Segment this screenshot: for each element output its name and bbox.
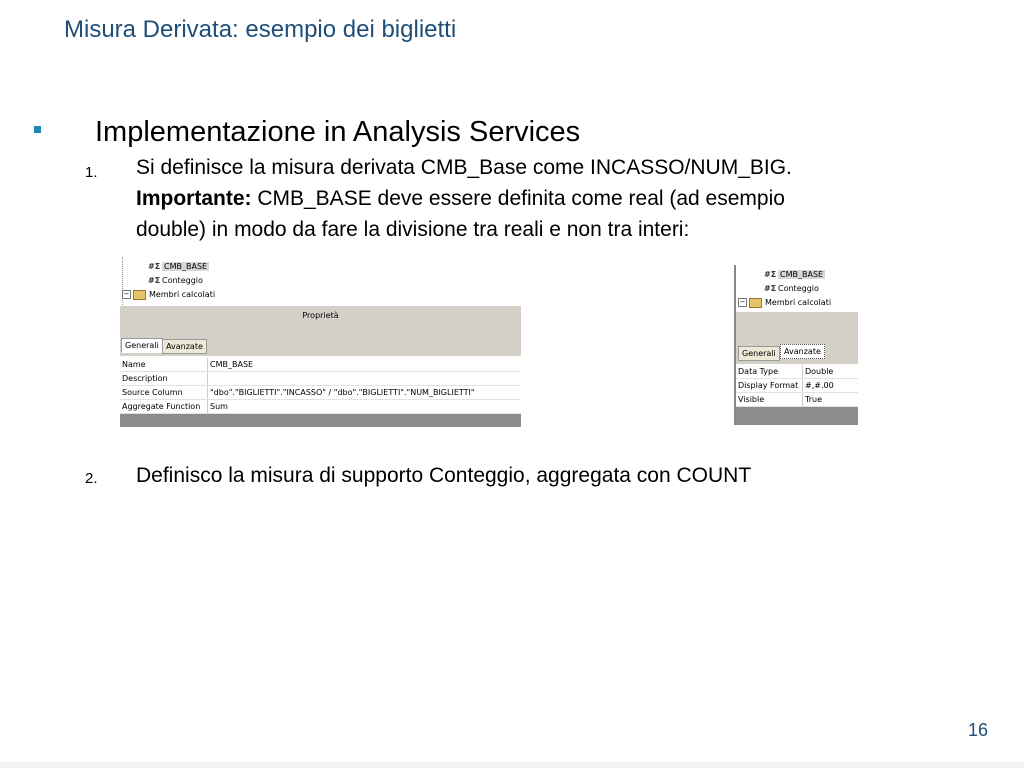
item2-text: Definisco la misura di supporto Conteggio, aggregata con COUNT (136, 464, 752, 487)
properties-header (120, 306, 521, 336)
property-row[interactable] (120, 358, 521, 372)
grid-footer (736, 407, 858, 425)
property-value[interactable] (208, 372, 210, 385)
important-label: Importante: (136, 187, 252, 210)
property-key: Display Format (736, 379, 803, 392)
properties-title: Proprietà (302, 311, 339, 320)
folder-icon (133, 290, 146, 300)
tree-item-label: CMB_BASE (780, 270, 824, 279)
measure-icon: #Σ (148, 262, 161, 271)
footer-divider (0, 762, 1024, 768)
property-key: Data Type (736, 365, 803, 378)
tree-item-label: Conteggio (162, 276, 203, 285)
tree-item-cmb-base[interactable] (764, 268, 825, 281)
tree-item-cmb-base[interactable] (148, 260, 209, 273)
property-value[interactable]: CMB_BASE (210, 360, 254, 369)
tree-folder-label: Membri calcolati (149, 290, 216, 299)
measure-icon: #Σ (148, 276, 161, 285)
item1-line3: double) in modo da fare la divisione tra reali e non tra interi: (136, 218, 690, 241)
collapse-icon[interactable]: − (123, 290, 130, 298)
tree-item-label: Conteggio (778, 284, 819, 293)
page-number: 16 (967, 720, 988, 740)
grid-footer (120, 414, 521, 427)
property-row[interactable] (120, 386, 521, 400)
tab-generali[interactable]: Generali (738, 346, 780, 361)
property-key: Source Column (120, 386, 208, 399)
left-screenshot (120, 255, 521, 427)
property-key: Aggregate Function (120, 400, 208, 413)
tree-item-conteggio[interactable] (148, 274, 203, 287)
property-grid (120, 357, 521, 414)
tree-folder-membri[interactable] (738, 296, 831, 309)
property-value[interactable]: "dbo"."BIGLIETTI"."INCASSO" / "dbo"."BIGLIETTI"."NUM_BIGLIETTI" (210, 388, 475, 397)
item1-line2 (136, 183, 792, 214)
tree-folder-label: Membri calcolati (765, 298, 832, 307)
item1-text (136, 152, 792, 245)
bullet-icon (34, 126, 41, 133)
tab-avanzate[interactable]: Avanzate (780, 344, 825, 359)
right-screenshot (734, 265, 858, 425)
tab-avanzate[interactable]: Avanzate (162, 339, 207, 354)
property-grid (736, 365, 858, 407)
property-value[interactable]: Double (805, 367, 834, 376)
property-key: Description (120, 372, 208, 385)
property-value[interactable]: #,#.00 (805, 381, 834, 390)
item1-number: 1. (85, 164, 98, 181)
property-row[interactable] (736, 365, 858, 379)
folder-icon (749, 298, 762, 308)
tree-item-conteggio[interactable] (764, 282, 819, 295)
collapse-icon[interactable]: − (739, 298, 746, 306)
tab-generali[interactable]: Generali (121, 338, 163, 353)
property-row[interactable] (120, 372, 521, 386)
property-row[interactable] (736, 379, 858, 393)
tree-item-label: CMB_BASE (164, 262, 208, 271)
property-row[interactable] (736, 393, 858, 407)
property-value[interactable]: True (805, 395, 822, 404)
slide-title: Misura Derivata: esempio dei biglietti (64, 16, 457, 43)
property-key: Visible (736, 393, 803, 406)
item1-line2-rest: CMB_BASE deve essere definita come real (ad esempio (251, 187, 785, 210)
item1-line1: Si definisce la misura derivata CMB_Base come INCASSO/NUM_BIG. (136, 156, 792, 179)
property-key: Name (120, 358, 208, 371)
property-value[interactable]: Sum (210, 402, 228, 411)
measure-icon: #Σ (764, 270, 777, 279)
measure-icon: #Σ (764, 284, 777, 293)
item2-number: 2. (85, 470, 98, 487)
property-row[interactable] (120, 400, 521, 414)
tree-folder-membri[interactable] (122, 288, 215, 301)
section-heading: Implementazione in Analysis Services (95, 116, 581, 148)
